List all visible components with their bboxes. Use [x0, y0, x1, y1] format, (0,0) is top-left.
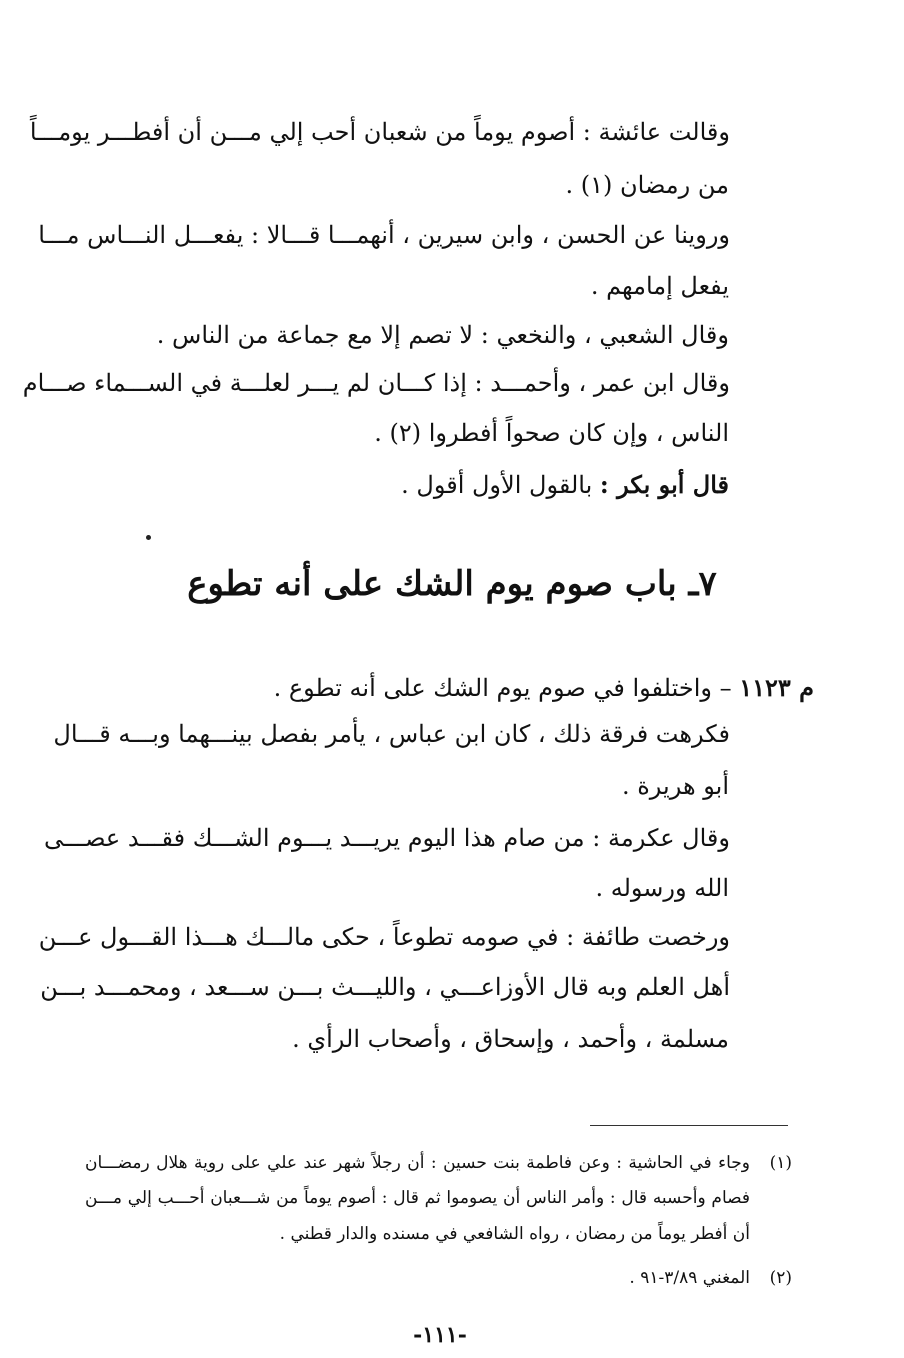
- issue-line-1: [274, 673, 814, 703]
- footnote-1-line-3: أن أفطر يوماً من رمضان ، رواه الشافعي في مسنده والدار قطني .: [279, 1224, 750, 1244]
- issue-number: م ١١٢٣: [739, 673, 814, 702]
- paragraph-ibn-umar-line-2: الناس ، وإن كان صحواً أفطروا (٢) .: [374, 419, 729, 447]
- page-number: -١١١-: [413, 1322, 467, 1348]
- footnote-2-text: المغني ٣/٨٩-٩١ .: [629, 1268, 750, 1288]
- paragraph-aisha-line-1: وقالت عائشة : أصوم يوماً من شعبان أحب إلي مـــن أن أفطـــر يومـــاً: [29, 118, 730, 146]
- issue-line-6: ورخصت طائفة : في صومه تطوعاً ، حكى مالـــك هـــذا القـــول عـــن: [38, 923, 730, 951]
- footnote-divider: [590, 1125, 788, 1126]
- statement-text: بالقول الأول أقول .: [401, 471, 593, 499]
- footnote-1-line-2: فصام وأحسبه قال : وأمر الناس أن يصوموا ثم قال : أصوم يوماً من شـــعبان أحـــب إلي مـــن: [85, 1188, 750, 1208]
- abu-bakr-statement: [401, 470, 729, 500]
- issue-intro: – واختلفوا في صوم يوم الشك على أنه تطوع .: [273, 674, 732, 702]
- footnote-1-line-1: وجاء في الحاشية : وعن فاطمة بنت حسين : أن رجلاً شهر عند علي على روية هلال رمضـــان: [85, 1153, 750, 1173]
- issue-line-5: الله ورسوله .: [595, 874, 729, 902]
- section-heading: ٧ـ باب صوم يوم الشك على أنه تطوع: [187, 564, 717, 604]
- issue-line-8: مسلمة ، وأحمد ، وإسحاق ، وأصحاب الرأي .: [292, 1025, 729, 1053]
- stray-dot-mark: [146, 535, 151, 540]
- paragraph-ibn-umar-line-1: وقال ابن عمر ، وأحمـــد : إذا كـــان لم يـــر لعلـــة في الســـماء صـــام: [22, 369, 730, 397]
- issue-line-2: فكرهت فرقة ذلك ، كان ابن عباس ، يأمر بفصل بينـــهما وبـــه قـــال: [53, 720, 730, 748]
- issue-line-4: وقال عكرمة : من صام هذا اليوم يريـــد يـــوم الشـــك فقـــد عصـــى: [43, 824, 730, 852]
- issue-line-3: أبو هريرة .: [621, 772, 729, 800]
- issue-line-7: أهل العلم وبه قال الأوزاعـــي ، والليـــث بـــن ســـعد ، ومحمـــد بـــن: [40, 973, 730, 1001]
- footnote-1-marker: (١): [769, 1153, 792, 1173]
- paragraph-aisha-line-2: من رمضان (١) .: [565, 171, 729, 199]
- speaker-label: قال أبو بكر :: [599, 470, 729, 499]
- paragraph-hasan-line-1: وروينا عن الحسن ، وابن سيرين ، أنهمـــا قـــالا : يفعـــل النـــاس مـــا: [38, 221, 730, 249]
- paragraph-hasan-line-2: يفعل إمامهم .: [590, 272, 729, 300]
- footnote-2-marker: (٢): [769, 1268, 792, 1288]
- paragraph-shabi: وقال الشعبي ، والنخعي : لا تصم إلا مع جماعة من الناس .: [156, 321, 729, 349]
